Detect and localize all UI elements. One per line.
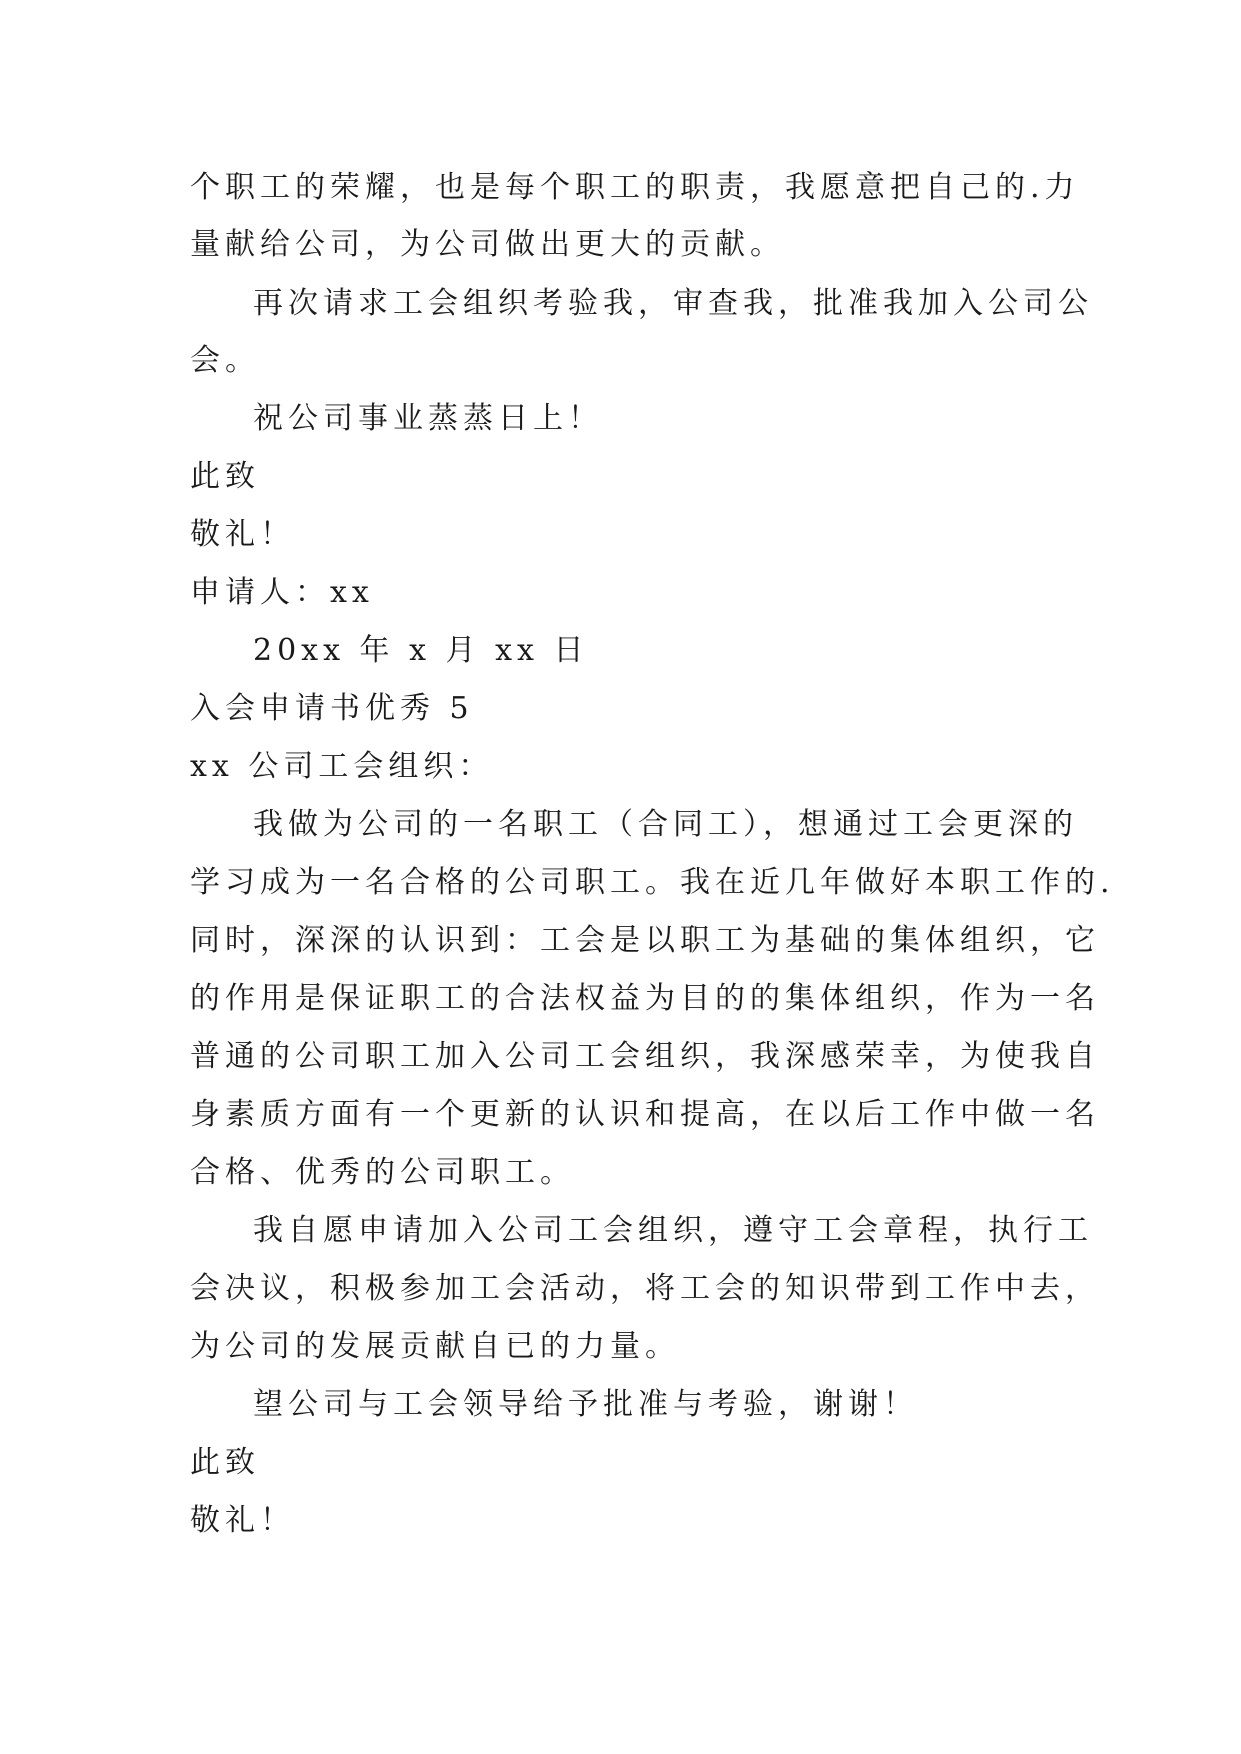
text-line: 会决议，积极参加工会活动，将工会的知识带到工作中去， — [190, 1271, 1100, 1306]
text-line: 我做为公司的一名职工（合同工），想通过工会更深的 — [253, 807, 1078, 842]
text-line: 同时，深深的认识到：工会是以职工为基础的集体组织，它 — [190, 923, 1100, 958]
text-line: 敬礼！ — [190, 517, 295, 552]
text-line: xx 公司工会组织： — [190, 749, 494, 784]
text-line: 此致 — [190, 459, 260, 494]
text-line: 再次请求工会组织考验我，审查我，批准我加入公司公 — [253, 286, 1093, 321]
text-line: 身素质方面有一个更新的认识和提高，在以后工作中做一名 — [190, 1097, 1100, 1132]
text-line: 个职工的荣耀，也是每个职工的职责，我愿意把自己的.力 — [190, 170, 1080, 205]
text-line: 此致 — [190, 1445, 260, 1480]
text-line: 量献给公司，为公司做出更大的贡献。 — [190, 227, 785, 262]
text-line: 合格、优秀的公司职工。 — [190, 1155, 575, 1190]
text-line: 为公司的发展贡献自已的力量。 — [190, 1329, 680, 1364]
text-line: 望公司与工会领导给予批准与考验，谢谢！ — [253, 1387, 918, 1422]
text-line: 敬礼！ — [190, 1503, 295, 1538]
text-line: 普通的公司职工加入公司工会组织，我深感荣幸，为使我自 — [190, 1039, 1100, 1074]
text-line: 祝公司事业蒸蒸日上！ — [253, 401, 603, 436]
text-line: 20xx 年 x 月 xx 日 — [253, 633, 589, 668]
text-line: 的作用是保证职工的合法权益为目的的集体组织，作为一名 — [190, 981, 1100, 1016]
text-line: 入会申请书优秀 5 — [190, 691, 474, 726]
text-line: 申请人：xx — [190, 575, 374, 610]
text-line: 我自愿申请加入公司工会组织，遵守工会章程，执行工 — [253, 1213, 1093, 1248]
text-line: 学习成为一名合格的公司职工。我在近几年做好本职工作的. — [190, 865, 1115, 900]
text-line: 会。 — [190, 343, 260, 378]
